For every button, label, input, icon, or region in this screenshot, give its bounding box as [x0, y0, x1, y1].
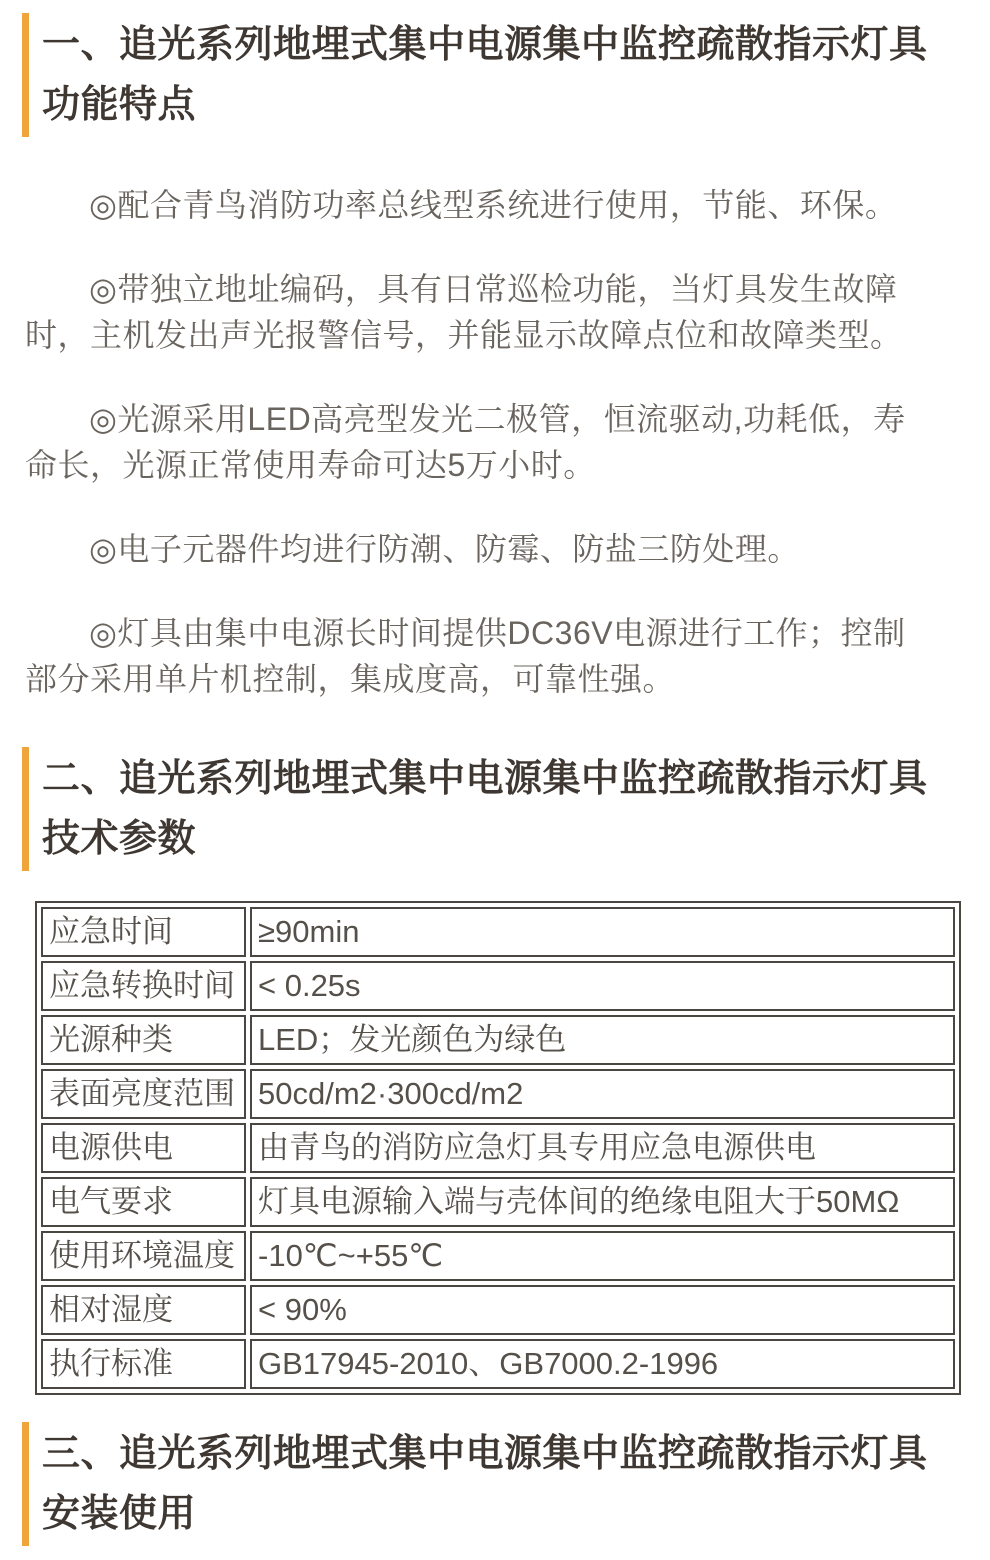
table-row — [41, 1231, 955, 1281]
table-row — [41, 1339, 955, 1389]
table-row — [41, 961, 955, 1011]
spec-label-cell: 电源供电 — [41, 1123, 246, 1173]
spec-label-cell: 电气要求 — [41, 1177, 246, 1227]
section1-heading: 一、追光系列地埋式集中电源集中监控疏散指示灯具功能特点 — [22, 13, 932, 137]
table-row — [41, 1285, 955, 1335]
feature-bullet: ◎光源采用LED高亮型发光二极管，恒流驱动,功耗低，寿命长，光源正常使用寿命可达5万小时。 — [25, 401, 906, 483]
spec-value-cell: GB17945-2010、GB7000.2-1996 — [250, 1339, 955, 1389]
spec-value-cell: LED；发光颜色为绿色 — [250, 1015, 955, 1065]
spec-value-cell: ≥90min — [250, 907, 955, 957]
table-row — [41, 1177, 955, 1227]
spec-label-cell: 光源种类 — [41, 1015, 246, 1065]
spec-value-cell: -10℃~+55℃ — [250, 1231, 955, 1281]
spec-label-cell: 应急转换时间 — [41, 961, 246, 1011]
spec-value-cell: < 0.25s — [250, 961, 955, 1011]
spec-value-cell: < 90% — [250, 1285, 955, 1335]
spec-label-cell: 执行标准 — [41, 1339, 246, 1389]
feature-bullet: ◎灯具由集中电源长时间提供DC36V电源进行工作；控制部分采用单片机控制，集成度高，可靠性强。 — [25, 615, 906, 697]
spec-value-cell: 50cd/m2·300cd/m2 — [250, 1069, 955, 1119]
spec-value-cell: 由青鸟的消防应急灯具专用应急电源供电 — [250, 1123, 955, 1173]
table-row — [41, 907, 955, 957]
spec-label-cell: 应急时间 — [41, 907, 246, 957]
feature-bullet: ◎配合青鸟消防功率总线型系统进行使用，节能、环保。 — [89, 187, 898, 223]
feature-bullet: ◎带独立地址编码，具有日常巡检功能，当灯具发生故障时，主机发出声光报警信号，并能显示故障点位和故障类型。 — [25, 271, 903, 353]
spec-label-cell: 使用环境温度 — [41, 1231, 246, 1281]
table-row — [41, 1123, 955, 1173]
spec-label-cell: 相对湿度 — [41, 1285, 246, 1335]
section2-heading: 二、追光系列地埋式集中电源集中监控疏散指示灯具技术参数 — [22, 747, 932, 871]
spec-table — [35, 901, 961, 1395]
spec-label-cell: 表面亮度范围 — [41, 1069, 246, 1119]
section3-heading: 三、追光系列地埋式集中电源集中监控疏散指示灯具安装使用 — [22, 1422, 932, 1546]
feature-bullet: ◎电子元器件均进行防潮、防霉、防盐三防处理。 — [89, 531, 800, 567]
spec-value-cell: 灯具电源输入端与壳体间的绝缘电阻大于50MΩ — [250, 1177, 955, 1227]
table-row — [41, 1015, 955, 1065]
table-row — [41, 1069, 955, 1119]
